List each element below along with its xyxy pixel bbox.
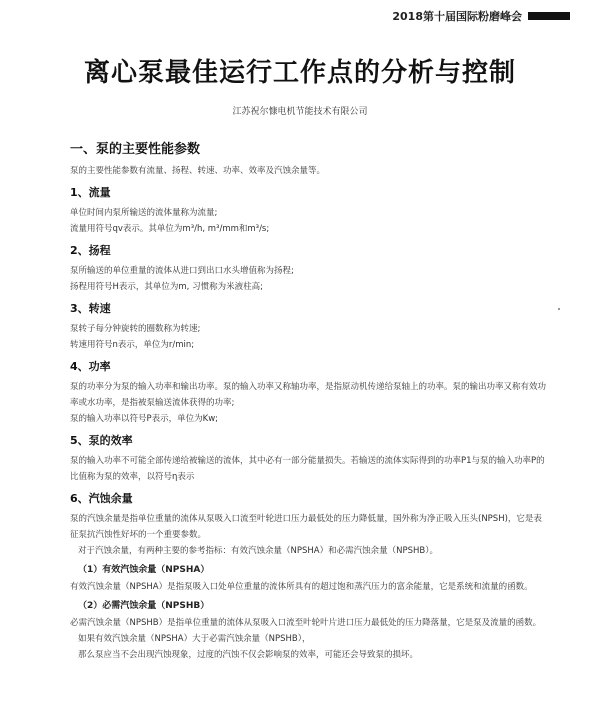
section-heading: 一、泵的主要性能参数	[70, 142, 201, 157]
paragraph: 单位时间内泵所输送的流体量称为流量;	[70, 208, 218, 218]
company-name: 江苏祝尔慷电机节能技术有限公司	[232, 107, 368, 117]
section-intro: 泵的主要性能参数有流量、扬程、转速、功率、效率及汽蚀余量等。	[70, 166, 326, 176]
paragraph: 必需汽蚀余量（NPSHB）是指单位重量的流体从泵吸入口流至叶轮叶片进口压力最低处的压力降落量，它是泵及流量的函数。	[70, 618, 542, 628]
sub-heading-efficiency: 5、泵的效率	[70, 434, 133, 447]
header-bar	[528, 12, 570, 20]
conference-name: 2018第十届国际粉磨峰会	[392, 10, 522, 23]
article-body	[70, 138, 546, 663]
sub-heading-power: 4、功率	[70, 360, 111, 373]
sub-heading-speed: 3、转速	[70, 302, 111, 315]
sub-heading-npsh: 6、汽蚀余量	[70, 492, 133, 505]
sub-heading-head: 2、扬程	[70, 244, 111, 257]
paragraph: 泵转子每分钟旋转的圈数称为转速;	[70, 324, 201, 334]
paragraph: 如果有效汽蚀余量（NPSHA）大于必需汽蚀余量（NPSHB），	[78, 634, 311, 644]
paragraph: 有效汽蚀余量（NPSHA）是指泵吸入口处单位重量的流体所具有的超过饱和蒸汽压力的富余能量，它是系统和流量的函数。	[70, 582, 533, 592]
paragraph: 转速用符号n表示，单位为r/min;	[70, 340, 195, 350]
paragraph: 泵的输入功率以符号P表示，单位为Kw;	[70, 414, 219, 424]
sub-heading-flow: 1、流量	[70, 186, 111, 199]
page-title: 离心泵最佳运行工作点的分析与控制	[83, 58, 516, 88]
paragraph: 泵所输送的单位重量的流体从进口到出口水头增值称为扬程;	[70, 266, 294, 276]
npshb-heading: （2）必需汽蚀余量（NPSHB）	[78, 601, 210, 611]
npsha-heading: （1）有效汽蚀余量（NPSHA）	[78, 565, 210, 575]
paragraph: 扬程用符号H表示，其单位为m, 习惯称为米液柱高;	[70, 282, 263, 292]
paragraph: 对于汽蚀余量，有两种主要的参考指标：有效汽蚀余量（NPSHA）和必需汽蚀余量（NPSHB）。	[78, 546, 438, 556]
scan-speck	[558, 308, 560, 310]
paragraph: 泵的输入功率不可能全部传递给被输送的流体，其中必有一部分能量损失。若输送的流体实际得到的功率P1与泵的输入功率P的比值称为泵的效率，以符号η表示	[70, 456, 545, 482]
paragraph: 那么泵应当不会出现汽蚀现象，过度的汽蚀不仅会影响泵的效率，可能还会导致泵的损坏。	[78, 650, 419, 660]
paragraph: 流量用符号qv表示。其单位为m³/h, m³/mm和m³/s;	[70, 224, 270, 234]
paragraph: 泵的功率分为泵的输入功率和输出功率。泵的输入功率又称轴功率，是指原动机传递给泵轴上的功率。泵的输出功率又称有效功率或水功率，是指被泵输送流体获得的功率;	[70, 382, 547, 408]
paragraph: 泵的汽蚀余量是指单位重量的流体从泵吸入口流至叶轮进口压力最低处的压力降低量，国外称为净正吸入压头(NPSH)，它是表征泵抗汽蚀性好坏的一个重要参数。	[70, 514, 542, 540]
conference-header	[392, 8, 570, 24]
